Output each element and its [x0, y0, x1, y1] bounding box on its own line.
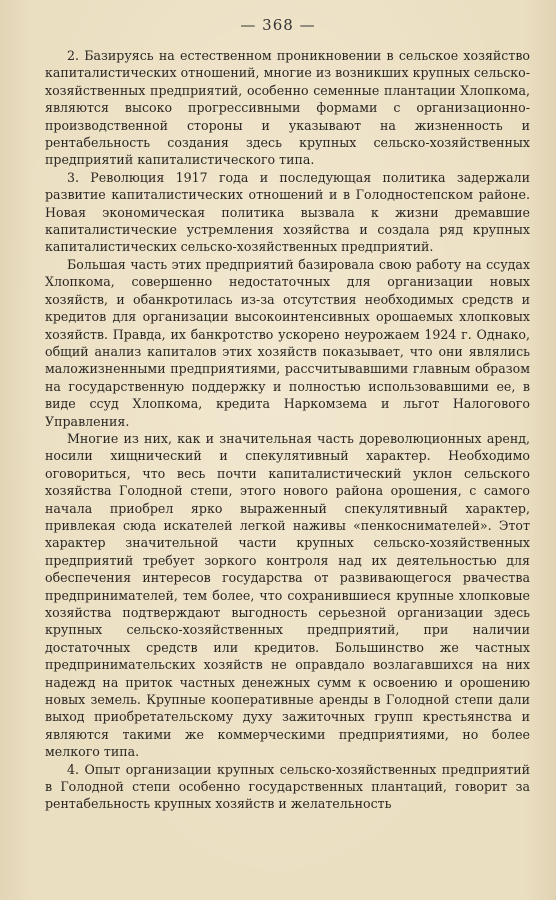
- page-body: [45, 47, 530, 813]
- paragraph-3: 3. Революция 1917 года и последующая политика задержали развитие капиталистических отношений и в Голодностепском районе. Новая экономическая политика вызвала к жизни дремавшие капиталистические устремления хозяйства и создала ряд крупных капиталистических сельско-хозяйственных предприятий.: [45, 169, 530, 255]
- paragraph-4: 4. Опыт организации крупных сельско-хозяйственных предприятий в Голодной степи особенно государственных плантаций, говорит за рентабельность крупных хозяйств и желательность: [45, 761, 530, 812]
- page-number: — 368 —: [240, 16, 316, 34]
- paragraph-enterprises: Большая часть этих предприятий базировала свою работу на ссудах Хлопкома, совершенно недостаточных для организации новых хозяйств, и обанкротилась из-за отсутствия необходимых средств и кредитов для организации высокоинтенсивных орошаемых хлопковых хозяйств. Правда, их банкротство ускорено неурожаем 1924 г. Однако, общий анализ капиталов этих хозяйств показывает, что они являлись маложизненными предприятиями, рассчитывавшими главным образом на государственную поддержку и полностью использовавшими ее, в виде ссуд Хлопкома, кредита Наркомзема и льгот Налогового Управления.: [45, 256, 530, 429]
- paragraph-many-of-them: Многие из них, как и значительная часть дореволюционных аренд, носили хищнический и спекулятивный характер. Необходимо оговориться, что весь почти капиталистический уклон сельского хозяйства Голодной степи, этого нового района орошения, с самого начала приобрел ярко выраженный спекулятивный характер, привлекая сюда искателей легкой наживы «пенкоснимателей». Этот характер значительной части крупных сельско-хозяйственных предприятий требует зоркого контроля над их деятельностью для обеспечения интересов государства от развивающегося рвачества предпринимателей, тем более, что сохранившиеся крупные хлопковые хозяйства подтверждают выгодность серьезной организации здесь крупных сельско-хозяйственных предприятий, при наличии достаточных средств или кредитов. Большинство же частных предпринимательских хозяйств не оправдало возлагавшихся на них надежд на приток частных денежных сумм к освоению и орошению новых земель. Крупные кооперативные аренды в Голодной степи дали выход приобретательскому духу зажиточных групп крестьянства и являются такими же коммерческими предприятиями, но более мелкого типа.: [45, 430, 530, 760]
- paragraph-2: 2. Базируясь на естественном проникновении в сельское хозяйство капиталистических отношений, многие из возникших крупных сельско-хозяйственных предприятий, особенно семенные плантации Хлопкома, являются высоко прогрессивными формами с организационно-производственной стороны и указывают на жизненность и рентабельность создания здесь крупных сельско-хозяйственных предприятий капиталистического типа.: [45, 48, 530, 168]
